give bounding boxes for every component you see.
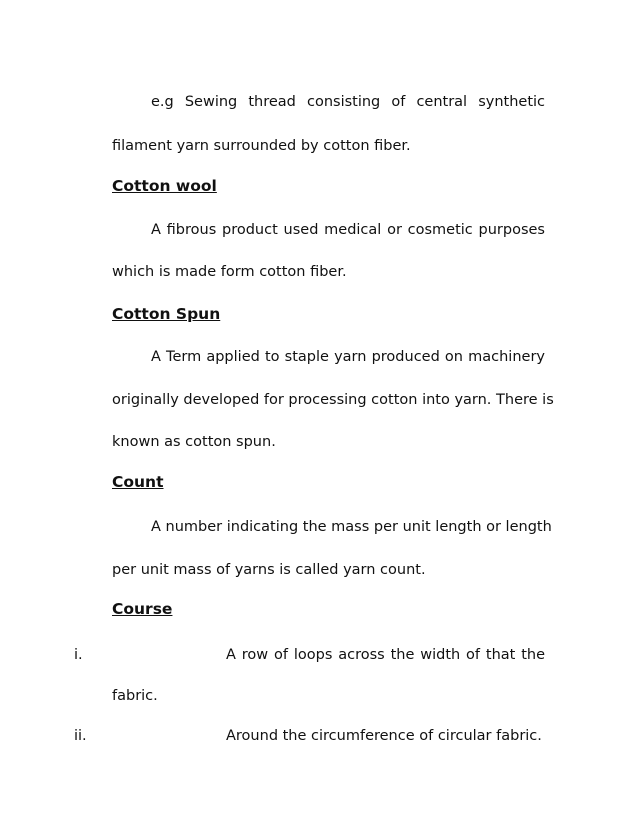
count-line-1: A number indicating the mass per unit length or length [151, 519, 552, 535]
cotton-spun-line-1: A Term applied to staple yarn produced on machinery [151, 349, 545, 365]
heading-course: Course [112, 600, 173, 618]
cotton-wool-line-2: which is made form cotton fiber. [112, 264, 347, 280]
heading-count: Count [112, 473, 164, 491]
example-line-1: e.g Sewing thread consisting of central synthetic [151, 94, 545, 110]
heading-cotton-wool: Cotton wool [112, 177, 217, 195]
list-marker-ii: ii. [74, 728, 87, 744]
list-marker-i: i. [74, 647, 83, 663]
cotton-wool-line-1: A fibrous product used medical or cosmetic purposes [151, 222, 545, 238]
cotton-spun-line-3: known as cotton spun. [112, 434, 276, 450]
count-line-2: per unit mass of yarns is called yarn count. [112, 562, 426, 578]
heading-cotton-spun: Cotton Spun [112, 305, 221, 323]
course-item-1-line-2: fabric. [112, 688, 158, 704]
cotton-spun-line-2: originally developed for processing cotton into yarn. There is [112, 392, 554, 408]
course-item-1-line-1: A row of loops across the width of that the [226, 647, 545, 663]
example-line-2: filament yarn surrounded by cotton fiber. [112, 138, 411, 154]
course-item-2-line-1: Around the circumference of circular fabric. [226, 728, 542, 744]
